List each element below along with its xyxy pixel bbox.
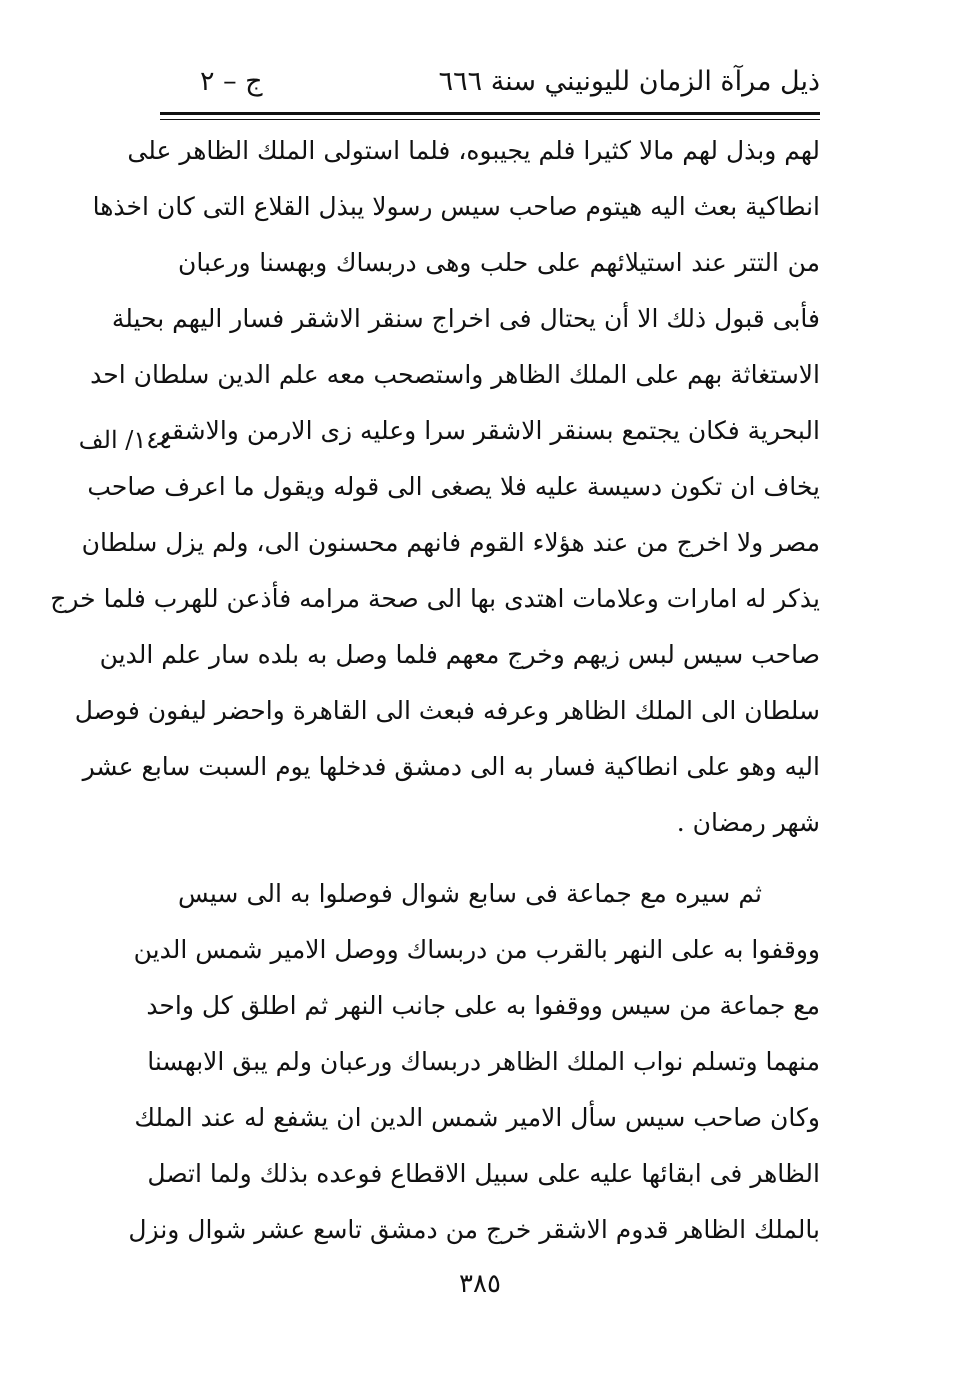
- header-title: ذيل مرآة الزمان لليونيني سنة ٦٦٦: [438, 66, 820, 97]
- text-line: اليه وهو على انطاكية فسار به الى دمشق فدخلها يوم السبت سابع عشر: [82, 752, 820, 781]
- text-line: لهم وبذل لهم مالا كثيرا فلم يجيبوه، فلما استولى الملك الظاهر على: [127, 136, 820, 165]
- text-line: الظاهر فى ابقائها عليه على سبيل الاقطاع فوعده بذلك ولما اتصل: [147, 1159, 820, 1188]
- text-line: فأبى قبول ذلك الا أن يحتال فى اخراج سنقر الاشقر فسار اليهم بحيلة: [111, 304, 820, 333]
- header-rule-thick: [160, 112, 820, 115]
- header-volume: ج – ٢: [200, 66, 263, 97]
- header-rule-thin: [160, 119, 820, 120]
- text-line: يذكر له امارات وعلامات اهتدى بها الى صحة مرامه فأذعن للهرب فلما خرج: [50, 584, 820, 613]
- text-line: مصر ولا اخرج من عند هؤلاء القوم فانهم محسنون الى، ولم يزل سلطان: [81, 528, 820, 557]
- text-line: مع جماعة من سيس ووقفوا به على جانب النهر ثم اطلق كل واحد: [146, 991, 820, 1020]
- running-header: [160, 62, 820, 102]
- text-line: بالملك الظاهر قدوم الاشقر خرج من دمشق تاسع عشر شوال ونزل: [128, 1215, 820, 1244]
- margin-folio-note: ١٤٤/ الف: [78, 426, 172, 454]
- text-line: صاحب سيس لبس زيهم وخرج معهم فلما وصل به بلده سار علم الدين: [99, 640, 820, 669]
- text-line: الاستغاثة بهم على الملك الظاهر واستصحب معه علم الدين سلطان احد: [90, 360, 820, 389]
- text-line: سلطان الى الملك الظاهر وعرفه فبعث الى القاهرة واحضر ليفون فوصل: [74, 696, 820, 725]
- text-line: شهر رمضان .: [676, 808, 820, 837]
- text-line: ثم سيره مع جماعة فى سابع شوال فوصلوا به الى سيس: [178, 879, 762, 908]
- text-line: يخاف ان تكون دسيسة عليه فلا يصغى الى قوله ويقول ما اعرف صاحب: [87, 472, 820, 501]
- text-line: من التتر عند استيلائهم على حلب وهى دربساك وبهسنا ورعبان: [178, 248, 820, 277]
- text-line: وكان صاحب سيس سأل الامير شمس الدين ان يشفع له عند الملك: [134, 1103, 820, 1132]
- text-line: ووقفوا به على النهر بالقرب من دربساك ووصل الامير شمس الدين: [133, 935, 820, 964]
- text-line: البحرية فكان يجتمع بسنقر الاشقر سرا وعليه زى الارمن والاشقر: [158, 416, 820, 445]
- text-line: منهما وتسلم نواب الملك الظاهر دربساك ورعبان ولم يبق الابهسنا: [147, 1047, 820, 1076]
- page-number: ٣٨٥: [459, 1269, 501, 1299]
- text-line: انطاكية بعث اليه هيتوم صاحب سيس رسولا يبذل القلاع التى كان اخذها: [92, 192, 820, 221]
